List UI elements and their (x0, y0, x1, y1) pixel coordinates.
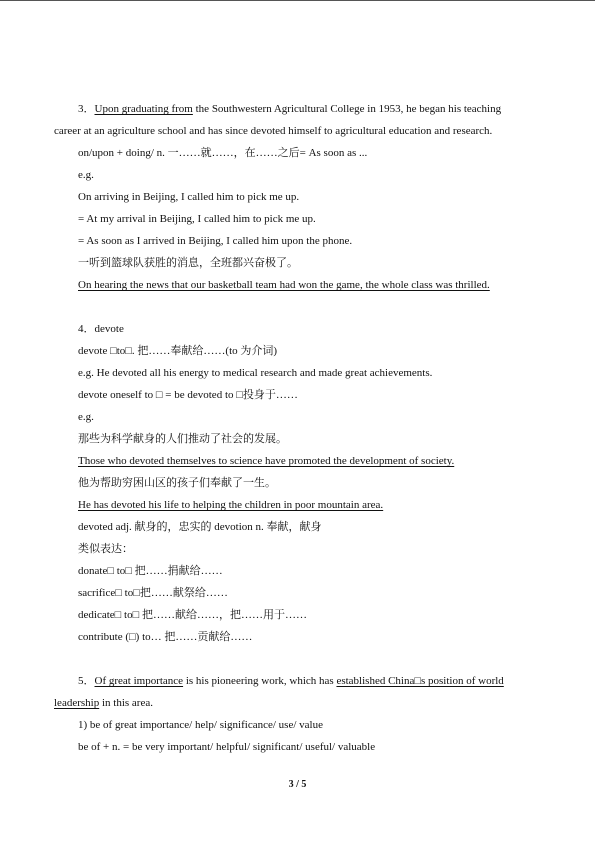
section-4-example-1-english: Those who devoted themselves to science have promoted the development of society. (78, 455, 455, 467)
section-4-devoted-devotion: devoted adj. 献身的，忠实的 devotion n. 奉献，献身 (78, 521, 322, 533)
section-3-eg-label: e.g. (78, 169, 94, 181)
section-5-line-2 (54, 696, 153, 710)
section-5-key-phrase-1: Of great importance (94, 675, 184, 687)
section-3-example-4-chinese: 一听到篮球队获胜的消息，全班都兴奋极了。 (78, 257, 298, 269)
section-4-sacrifice: sacrifice□ to□把……献祭给…… (78, 587, 228, 599)
section-4-donate: donate□ to□ 把……捐献给…… (78, 565, 223, 577)
section-3-number: 3． (78, 103, 95, 115)
section-4-similar-expressions: 类似表达： (78, 543, 133, 555)
section-4-contribute: contribute (□) to… 把……贡献给…… (78, 631, 253, 643)
page-top-border (0, 0, 595, 1)
section-3-example-2: = At my arrival in Beijing, I called him to pick me up. (78, 213, 316, 225)
page-number: 3 / 5 (288, 779, 307, 790)
section-5-number: 5． (78, 675, 95, 687)
section-4-dedicate: dedicate□ to□ 把……献给……，把……用于…… (78, 609, 307, 621)
section-4-example-2-english: He has devoted his life to helping the children in poor mountain area. (78, 499, 384, 511)
section-4-line-2: e.g. He devoted all his energy to medical research and made great achievements. (78, 367, 433, 379)
section-5-item-1: 1) be of great importance/ help/ significance/ use/ value (78, 719, 323, 731)
section-5-item-1-equivalent: be of + n. = be very important/ helpful/ significant/ useful/ valuable (78, 741, 376, 753)
section-4-title: 4．devote (78, 323, 124, 335)
section-3-key-phrase: Upon graduating from (94, 103, 193, 115)
section-4-line-1: devote □to□. 把……奉献给……(to 为介词) (78, 345, 278, 357)
section-3-example-4-english: On hearing the news that our basketball team had won the game, the whole class was thrilled. (78, 279, 490, 291)
section-4-example-1-chinese: 那些为科学献身的人们推动了社会的发展。 (78, 433, 287, 445)
section-5-line-1 (78, 674, 504, 688)
section-3-sentence-part: the Southwestern Agricultural College in 1953, he began his teaching (192, 103, 502, 115)
section-3-pattern: on/upon + doing/ n. 一……就……，在……之后= As soon as ... (78, 147, 368, 159)
section-5-key-phrase-3: leadership (54, 697, 100, 709)
section-3-example-3: = As soon as I arrived in Beijing, I called him upon the phone. (78, 235, 353, 247)
section-4-line-3: devote oneself to □ = be devoted to □投身于…… (78, 389, 298, 401)
section-3-example-1: On arriving in Beijing, I called him to pick me up. (78, 191, 300, 203)
section-4-example-2-chinese: 他为帮助穷困山区的孩子们奉献了一生。 (78, 477, 276, 489)
section-5-sentence-end: in this area. (99, 697, 153, 709)
section-5-sentence-part: is his pioneering work, which has (183, 675, 337, 687)
section-5-key-phrase-2: established China□s position of world (336, 675, 504, 687)
section-4-eg-label: e.g. (78, 411, 94, 423)
section-3-line-1 (78, 102, 501, 116)
section-3-line-2: career at an agriculture school and has since devoted himself to agricultural education and research. (54, 125, 493, 137)
